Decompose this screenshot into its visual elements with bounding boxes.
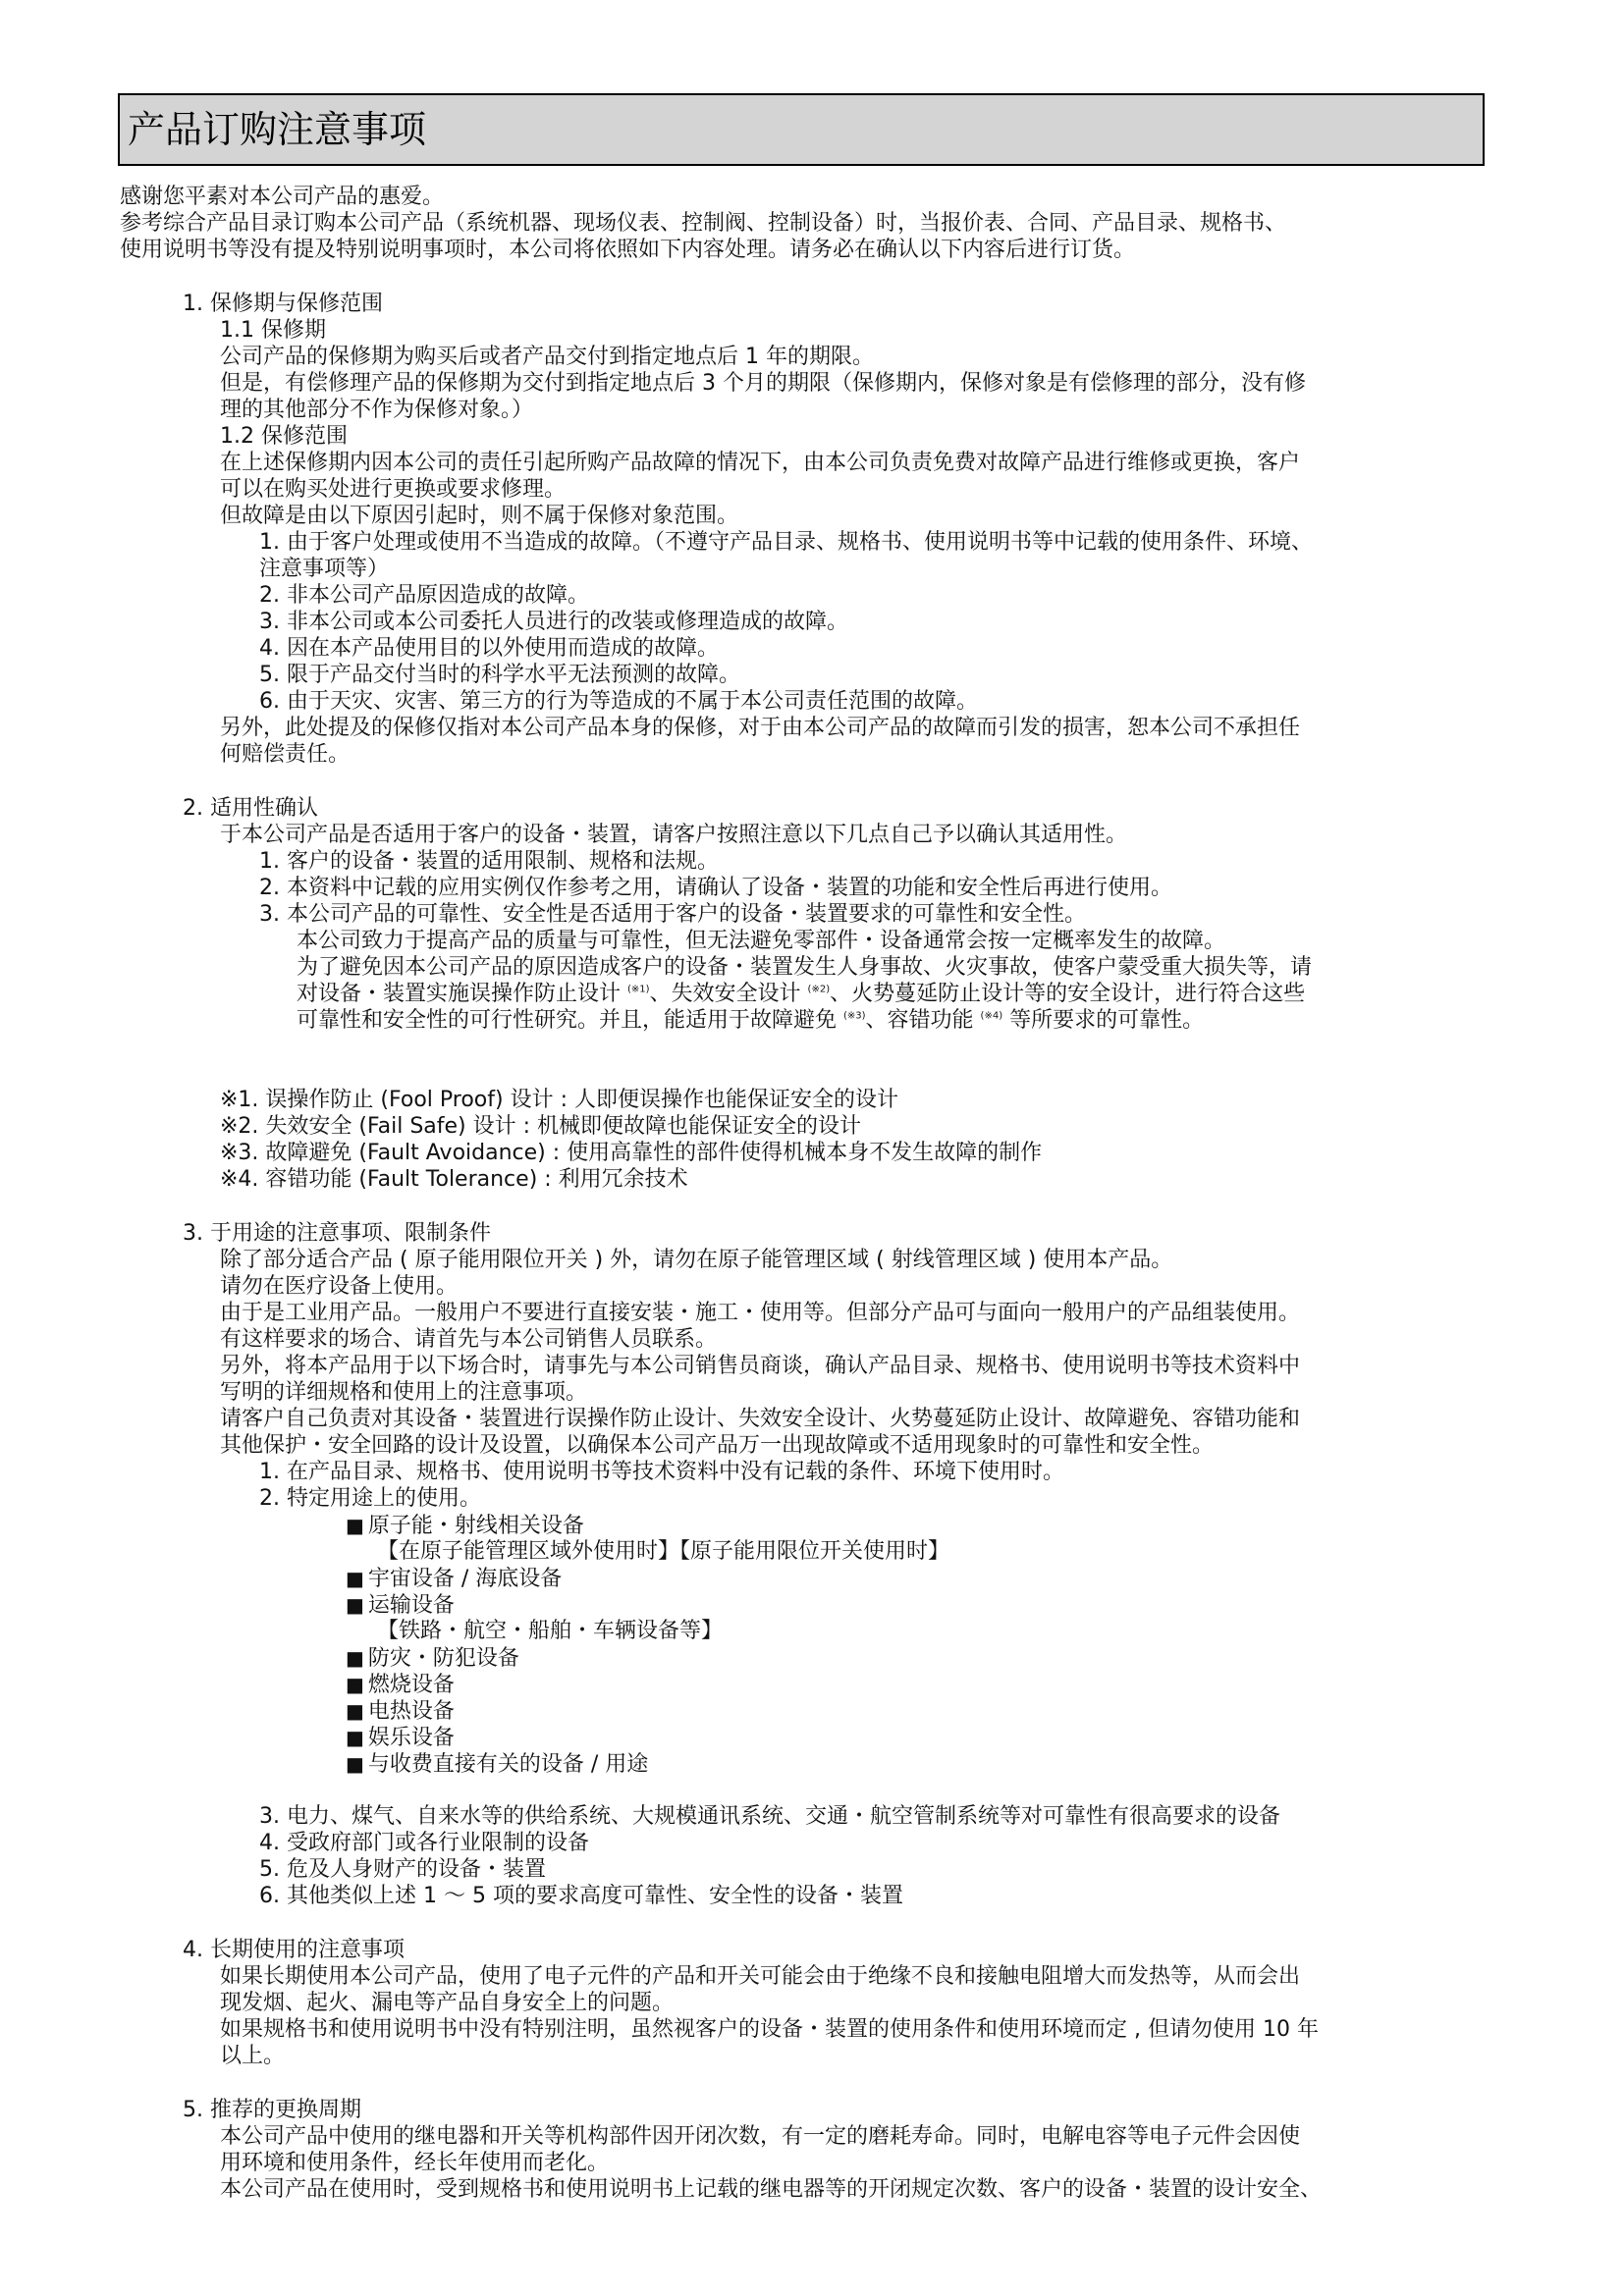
square-bullet-icon: ■	[346, 1752, 364, 1776]
footnote-ref: (※4)	[980, 1010, 1003, 1022]
bullet-label: 电热设备	[367, 1699, 455, 1724]
bullet-item	[346, 1592, 455, 1619]
list-item: 2. 非本公司产品原因造成的故障。	[259, 583, 589, 608]
square-bullet-icon: ■	[346, 1673, 364, 1696]
list-item: 1. 由于客户处理或使用不当造成的故障。（不遵守产品目录、规格书、使用说明书等中记载的使用条件、环境、	[259, 530, 1313, 555]
bullet-item	[346, 1751, 648, 1778]
bullet-label: 运输设备	[367, 1593, 455, 1618]
square-bullet-icon: ■	[346, 1514, 364, 1537]
list-item: 3. 电力、煤气、自来水等的供给系统、大规模通讯系统、交通・航空管制系统等对可靠性有很高要求的设备	[259, 1804, 1280, 1829]
square-bullet-icon: ■	[346, 1593, 364, 1617]
paragraph-line: 可以在购买处进行更换或要求修理。	[220, 477, 567, 502]
paragraph-line: 请客户自己负责对其设备・装置进行误操作防止设计、失效安全设计、火势蔓延防止设计、故障避免、容错功能和	[220, 1407, 1301, 1431]
section-3-heading: 3. 于用途的注意事项、限制条件	[183, 1221, 491, 1246]
list-item: 5. 限于产品交付当时的科学水平无法预测的故障。	[259, 663, 740, 687]
paragraph-line: 现发烟、起火、漏电等产品自身安全上的问题。	[220, 1991, 675, 2015]
list-item: 4. 受政府部门或各行业限制的设备	[259, 1831, 589, 1855]
subheading-warranty-scope: 1.2 保修范围	[220, 424, 348, 449]
bullet-item	[346, 1698, 455, 1725]
footnote-ref: (※1)	[627, 984, 650, 995]
paragraph-line: 本公司产品中使用的继电器和开关等机构部件因开闭次数，有一定的磨耗寿命。同时，电解电容等电子元件会因使	[220, 2124, 1301, 2149]
paragraph-line: 理的其他部分不作为保修对象。）	[220, 398, 534, 422]
paragraph-line: 如果长期使用本公司产品，使用了电子元件的产品和开关可能会由于绝缘不良和接触电阻增大而发热等，从而会出	[220, 1964, 1301, 1989]
paragraph-line: 请勿在医疗设备上使用。	[220, 1274, 459, 1299]
paragraph-line: 另外，将本产品用于以下场合时，请事先与本公司销售员商谈，确认产品目录、规格书、使用说明书等技术资料中	[220, 1354, 1301, 1378]
text-fragment: 、失效安全设计	[649, 982, 808, 1006]
paragraph-line: 何赔偿责任。	[220, 742, 351, 767]
bullet-label: 燃烧设备	[367, 1673, 455, 1697]
square-bullet-icon: ■	[346, 1699, 364, 1723]
footnote: ※3. 故障避免 (Fault Avoidance) : 使用高靠性的部件使得机械本身不发生故障的制作	[220, 1141, 1043, 1165]
list-item: 注意事项等）	[259, 557, 390, 581]
paragraph-line: 公司产品的保修期为购买后或者产品交付到指定地点后 1 年的期限。	[220, 345, 874, 369]
paragraph-line: 但是，有偿修理产品的保修期为交付到指定地点后 3 个月的期限（保修期内，保修对象是有偿修理的部分，没有修	[220, 371, 1306, 396]
title-box	[118, 93, 1485, 166]
text-fragment: 、容错功能	[865, 1008, 981, 1033]
footnote: ※4. 容错功能 (Fault Tolerance) : 利用冗余技术	[220, 1167, 688, 1192]
square-bullet-icon: ■	[346, 1646, 364, 1670]
list-item: 1. 客户的设备・装置的适用限制、规格和法规。	[259, 849, 719, 874]
bullet-subline: 【在原子能管理区域外使用时】【原子能用限位开关使用时】	[377, 1539, 950, 1564]
paragraph-line: 有这样要求的场合、请首先与本公司销售人员联系。	[220, 1327, 718, 1352]
paragraph-line: 于本公司产品是否适用于客户的设备・装置，请客户按照注意以下几点自己予以确认其适用性。	[220, 823, 1128, 847]
bullet-item	[346, 1645, 519, 1672]
footnote-ref: (※2)	[807, 984, 831, 995]
paragraph-line: 但故障是由以下原因引起时，则不属于保修对象范围。	[220, 504, 739, 528]
paragraph-line: 本公司产品在使用时，受到规格书和使用说明书上记载的继电器等的开闭规定次数、客户的设备・装置的设计安全、	[220, 2177, 1323, 2202]
footnote: ※1. 误操作防止 (Fool Proof) 设计 : 人即便误操作也能保证安全的设计	[220, 1088, 898, 1112]
bullet-subline: 【铁路・航空・船舶・车辆设备等】	[377, 1619, 724, 1643]
paragraph-line: 其他保护・安全回路的设计及设置，以确保本公司产品万一出现故障或不适用现象时的可靠性和安全性。	[220, 1433, 1215, 1458]
paragraph-line: 本公司致力于提高产品的质量与可靠性，但无法避免零部件・设备通常会按一定概率发生的故障。	[297, 929, 1226, 953]
text-fragment: 可靠性和安全性的可行性研究。并且，能适用于故障避免	[297, 1008, 843, 1033]
bullet-label: 娱乐设备	[367, 1726, 455, 1750]
subheading-warranty-period: 1.1 保修期	[220, 318, 326, 343]
section-1-heading: 1. 保修期与保修范围	[183, 292, 383, 316]
list-item: 3. 非本公司或本公司委托人员进行的改装或修理造成的故障。	[259, 610, 848, 634]
paragraph-line: 写明的详细规格和使用上的注意事项。	[220, 1380, 588, 1405]
section-2-heading: 2. 适用性确认	[183, 796, 318, 821]
bullet-label: 原子能・射线相关设备	[367, 1514, 584, 1538]
text-fragment: 等所要求的可靠性。	[1002, 1008, 1205, 1033]
paragraph-line	[297, 1008, 1204, 1034]
paragraph-line: 除了部分适合产品 ( 原子能用限位开关 ) 外，请勿在原子能管理区域 ( 射线管理区域 ) 使用本产品。	[220, 1248, 1173, 1272]
bullet-label: 宇宙设备 / 海底设备	[367, 1567, 563, 1591]
paragraph-line	[297, 982, 1305, 1007]
list-item: 5. 危及人身财产的设备・装置	[259, 1857, 546, 1882]
bullet-label: 与收费直接有关的设备 / 用途	[367, 1752, 649, 1777]
footnote-ref: (※3)	[843, 1010, 866, 1022]
paragraph-line: 为了避免因本公司产品的原因造成客户的设备・装置发生人身事故、火灾事故，使客户蒙受重大损失等，请	[297, 955, 1313, 980]
section-5-heading: 5. 推荐的更换周期	[183, 2098, 361, 2122]
list-item: 6. 其他类似上述 1 ～ 5 项的要求高度可靠性、安全性的设备・装置	[259, 1884, 903, 1908]
paragraph-line: 另外，此处提及的保修仅指对本公司产品本身的保修，对于由本公司产品的故障而引发的损害，恕本公司不承担任	[220, 716, 1301, 740]
list-item: 1. 在产品目录、规格书、使用说明书等技术资料中没有记载的条件、环境下使用时。	[259, 1460, 1064, 1484]
bullet-item	[346, 1513, 584, 1539]
list-item: 6. 由于天灾、灾害、第三方的行为等造成的不属于本公司责任范围的故障。	[259, 689, 978, 714]
intro-line: 参考综合产品目录订购本公司产品（系统机器、现场仪表、控制阀、控制设备）时，当报价表、合同、产品目录、规格书、	[120, 211, 1287, 236]
bullet-item	[346, 1725, 455, 1751]
paragraph-line: 如果规格书和使用说明书中没有特别注明，虽然视客户的设备・装置的使用条件和使用环境而定 , 但请勿使用 10 年	[220, 2017, 1319, 2042]
section-4-heading: 4. 长期使用的注意事项	[183, 1938, 405, 1962]
text-fragment: 、火势蔓延防止设计等的安全设计，进行符合这些	[830, 982, 1306, 1006]
page-title: 产品订购注意事项	[128, 108, 427, 151]
list-item: 2. 本资料中记载的应用实例仅作参考之用，请确认了设备・装置的功能和安全性后再进行使用。	[259, 876, 1172, 900]
intro-line: 感谢您平素对本公司产品的惠爱。	[120, 185, 445, 209]
text-fragment: 对设备・装置实施误操作防止设计	[297, 982, 627, 1006]
bullet-label: 防灾・防犯设备	[367, 1646, 519, 1671]
intro-line: 使用说明书等没有提及特别说明事项时，本公司将依照如下内容处理。请务必在确认以下内容后进行订货。	[120, 238, 1136, 262]
list-item: 3. 本公司产品的可靠性、安全性是否适用于客户的设备・装置要求的可靠性和安全性。	[259, 902, 1086, 927]
paragraph-line: 用环境和使用条件，经长年使用而老化。	[220, 2151, 610, 2175]
paragraph-line: 由于是工业用产品。一般用户不要进行直接安装・施工・使用等。但部分产品可与面向一般用户的产品组装使用。	[220, 1301, 1301, 1325]
list-item: 2. 特定用途上的使用。	[259, 1486, 481, 1511]
bullet-item	[346, 1672, 455, 1698]
footnote: ※2. 失效安全 (Fail Safe) 设计 : 机械即便故障也能保证安全的设计	[220, 1114, 862, 1139]
square-bullet-icon: ■	[346, 1726, 364, 1749]
list-item: 4. 因在本产品使用目的以外使用而造成的故障。	[259, 636, 719, 661]
square-bullet-icon: ■	[346, 1567, 364, 1590]
paragraph-line: 在上述保修期内因本公司的责任引起所购产品故障的情况下，由本公司负责免费对故障产品进行维修或更换，客户	[220, 451, 1301, 475]
bullet-item	[346, 1566, 562, 1592]
paragraph-line: 以上。	[220, 2044, 286, 2068]
